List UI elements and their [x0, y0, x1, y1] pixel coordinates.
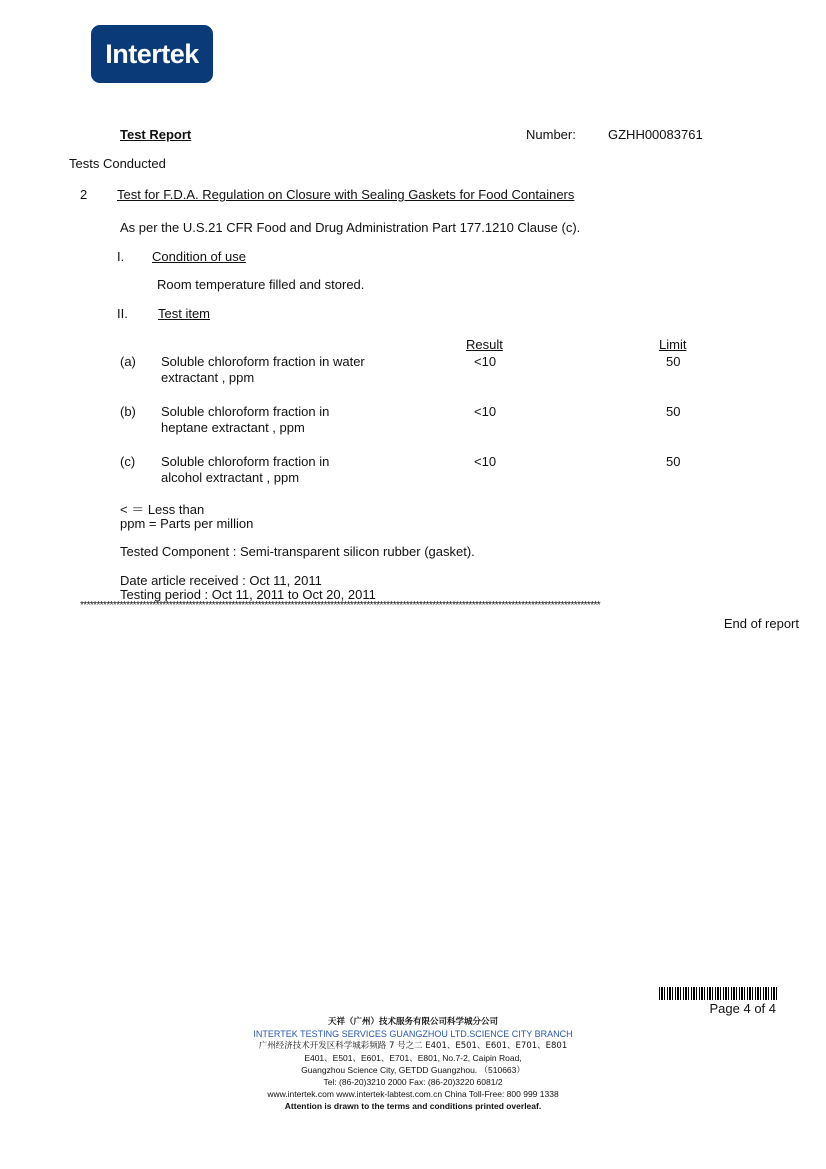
row-limit: 50	[666, 404, 681, 419]
report-title: Test Report	[120, 127, 192, 142]
date-received: Date article received : Oct 11, 2011	[120, 573, 322, 588]
row-id: (b)	[120, 404, 136, 419]
row-result: <10	[474, 354, 497, 369]
footer-address-cn: 广州经济技术开发区科学城彩频路 7 号之二 E401、E501、E601、E701、E801	[258, 1041, 568, 1051]
condition-text: Room temperature filled and stored.	[157, 277, 365, 292]
test-title: Test for F.D.A. Regulation on Closure with Sealing Gaskets for Food Containers	[117, 187, 575, 202]
separator-line: **************************************************************************************************************************************************************	[80, 601, 601, 611]
intertek-logo: Intertek	[91, 25, 213, 83]
note-ppm: ppm = Parts per million	[120, 516, 254, 531]
row-result: <10	[474, 454, 497, 469]
tested-component: Tested Component : Semi-transparent silicon rubber (gasket).	[120, 544, 475, 559]
section-heading: Tests Conducted	[69, 156, 166, 171]
test-reference: As per the U.S.21 CFR Food and Drug Administration Part 177.1210 Clause (c).	[120, 220, 581, 235]
page-number: Page 4 of 4	[709, 1001, 776, 1016]
footer-tel: Tel: (86-20)3210 2000 Fax: (86-20)3220 6081/2	[323, 1077, 503, 1087]
row-id: (a)	[120, 354, 136, 369]
row-limit: 50	[666, 454, 681, 469]
footer-company-cn: 天祥（广州）技术服务有限公司科学城分公司	[327, 1017, 498, 1027]
row-description: Soluble chloroform fraction in	[161, 404, 330, 419]
barcode	[659, 987, 777, 1000]
test-item-label: Test item	[158, 306, 211, 321]
row-id: (c)	[120, 454, 136, 469]
condition-label: Condition of use	[152, 249, 246, 264]
footer-address-line3: Guangzhou Science City, GETDD Guangzhou. （510663）	[301, 1065, 525, 1075]
report-number: GZHH00083761	[608, 127, 703, 142]
row-description: Soluble chloroform fraction in water	[161, 354, 365, 369]
row-description: extractant , ppm	[161, 370, 255, 385]
limit-column-header: Limit	[659, 337, 687, 352]
footer-notice: Attention is drawn to the terms and conditions printed overleaf.	[284, 1101, 542, 1111]
testing-period: Testing period : Oct 11, 2011 to Oct 20, 2011	[120, 587, 376, 602]
row-description: Soluble chloroform fraction in	[161, 454, 330, 469]
condition-numeral: I.	[117, 249, 125, 264]
note-less-than: < ＝ Less than	[120, 502, 205, 517]
result-column-header: Result	[466, 337, 503, 352]
number-label: Number:	[526, 127, 576, 142]
test-item-numeral: II.	[117, 306, 128, 321]
footer-address-line2: E401、E501、E601、E701、E801, No.7-2, Caipin Road,	[304, 1053, 522, 1063]
row-limit: 50	[666, 354, 681, 369]
footer	[200, 1016, 626, 1112]
test-index: 2	[80, 187, 88, 202]
row-description: heptane extractant , ppm	[161, 420, 305, 435]
footer-web: www.intertek.com www.intertek-labtest.com.cn China Toll-Free: 800 999 1338	[267, 1089, 559, 1099]
row-description: alcohol extractant , ppm	[161, 470, 300, 485]
end-of-report: End of report	[723, 616, 799, 631]
row-result: <10	[474, 404, 497, 419]
footer-company-en: INTERTEK TESTING SERVICES GUANGZHOU LTD.SCIENCE CITY BRANCH	[253, 1029, 573, 1039]
